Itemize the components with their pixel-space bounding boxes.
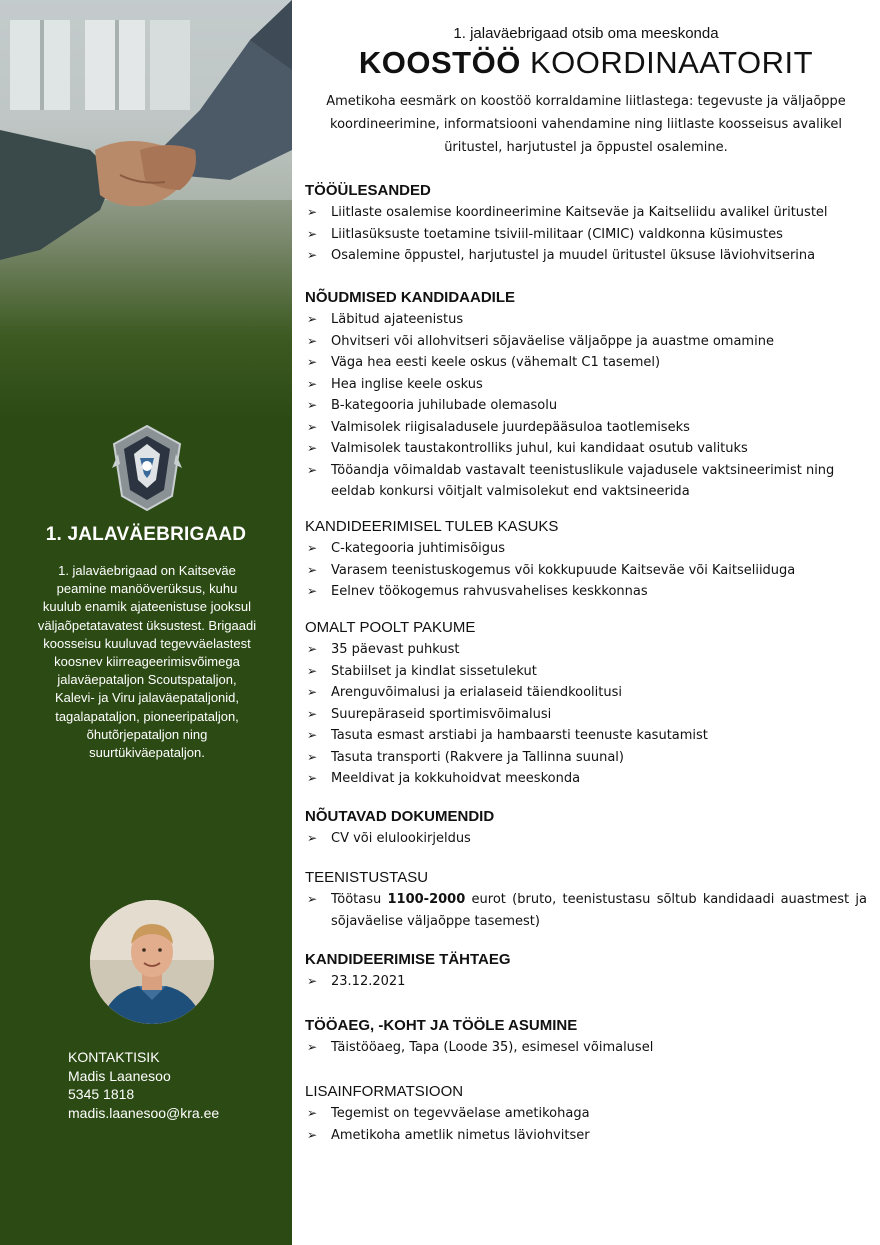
bullet-arrow-icon: ➢ xyxy=(307,831,318,845)
bullet-arrow-icon: ➢ xyxy=(307,1040,318,1054)
header-subtitle: 1. jalaväebrigaad otsib oma meeskonda xyxy=(453,25,719,42)
bullet-arrow-icon: ➢ xyxy=(307,706,318,721)
bullet-arrow-icon: ➢ xyxy=(307,771,318,785)
list-item xyxy=(305,538,867,560)
bullet-arrow-icon: ➢ xyxy=(307,749,318,764)
list-item xyxy=(305,417,867,439)
list-item xyxy=(305,438,867,460)
list-item-text: Osalemine õppustel, harjutustel ja muudel üritustel üksuse läviohvitserina xyxy=(331,248,816,263)
requirements-list xyxy=(305,309,867,503)
salary-amount: 1100-2000 xyxy=(387,892,466,907)
bullet-arrow-icon: ➢ xyxy=(307,376,318,391)
brigade-title: 1. JALAVÄEBRIGAAD xyxy=(45,524,247,545)
list-item-text: Tööandja võimaldab vastavalt teenistuslikule vajadusele vaktsineerimist ning eeldab konkursi võitjalt valmisolekut end vaktsineerida xyxy=(331,462,835,499)
list-item xyxy=(305,202,867,224)
list-item xyxy=(305,725,867,747)
list-item-text: Valmisolek riigisaladusele juurdepääsuloa taotlemiseks xyxy=(331,419,690,435)
list-item-text: Varasem teenistuskogemus või kokkupuude Kaitseväe või Kaitseliiduga xyxy=(331,562,796,578)
section-title: NÕUTAVAD DOKUMENDID xyxy=(305,808,495,825)
section-title: TÖÖÜLESANDED xyxy=(305,182,431,199)
bullet-arrow-icon: ➢ xyxy=(307,541,318,555)
list-item xyxy=(305,1125,867,1147)
duties-list xyxy=(305,202,867,267)
list-item-text: Arenguvõimalusi ja erialaseid täiendkoolitusi xyxy=(331,685,622,700)
bullet-arrow-icon: ➢ xyxy=(307,584,318,598)
list-item xyxy=(305,704,867,726)
handshake-photo xyxy=(0,0,292,420)
bullet-arrow-icon: ➢ xyxy=(307,1127,318,1142)
section-advantages xyxy=(305,516,867,603)
section-duties xyxy=(305,180,867,267)
section-worktime xyxy=(305,1015,867,1059)
bullet-arrow-icon: ➢ xyxy=(307,205,318,219)
additional-list xyxy=(305,1103,867,1146)
contact-name: Madis Laanesoo xyxy=(68,1067,171,1084)
salary-list xyxy=(305,889,867,932)
list-item-text: C-kategooria juhtimisõigus xyxy=(331,541,506,556)
contact-block xyxy=(68,1048,219,1122)
section-offer xyxy=(305,617,867,790)
contact-avatar xyxy=(90,900,214,1024)
worktime-list xyxy=(305,1037,867,1059)
section-deadline xyxy=(305,949,867,993)
page-title xyxy=(292,45,880,81)
list-item-text: 35 päevast puhkust xyxy=(331,642,460,657)
bullet-arrow-icon: ➢ xyxy=(307,441,318,455)
section-title: KANDIDEERIMISEL TULEB KASUKS xyxy=(305,518,559,535)
header xyxy=(292,25,880,159)
bullet-arrow-icon: ➢ xyxy=(307,892,318,906)
list-item-text: 23.12.2021 xyxy=(331,974,406,989)
contact-email[interactable]: madis.laanesoo@kra.ee xyxy=(68,1104,220,1121)
list-item xyxy=(305,395,867,417)
list-item xyxy=(305,889,867,932)
list-item xyxy=(305,560,867,582)
advantages-list xyxy=(305,538,867,603)
salary-suffix: eurot (bruto, teenistustasu sõltub kandidaadi auastmest ja sõjaväelise väljaõppe tasemest) xyxy=(331,892,867,929)
list-item-text: Ohvitseri või allohvitseri sõjaväelise väljaõppe ja auastme omamine xyxy=(331,333,774,349)
intro-text: Ametikoha eesmärk on koostöö korraldamine liitlastega: tegevuste ja väljaõppe koordineerimine, informatsiooni vahendamine ning liitlaste koosseisus avalikel üritustel, harjutustel ja õppustel osalemine. xyxy=(326,94,846,155)
list-item xyxy=(305,682,867,704)
contact-phone[interactable]: 5345 1818 xyxy=(68,1086,135,1102)
list-item xyxy=(305,639,867,661)
list-item-text: Väga hea eesti keele oskus (vähemalt C1 tasemel) xyxy=(331,355,661,370)
bullet-arrow-icon: ➢ xyxy=(307,419,318,434)
list-item-text: Tasuta esmast arstiabi ja hambaarsti teenuste kasutamist xyxy=(331,728,708,743)
contact-label: KONTAKTISIK xyxy=(68,1049,160,1065)
list-item-text: Eelnev töökogemus rahvusvahelises keskkonnas xyxy=(331,584,648,599)
documents-list xyxy=(305,828,867,850)
main-content xyxy=(292,0,880,1245)
list-item xyxy=(305,768,867,790)
section-title: LISAINFORMATSIOON xyxy=(305,1083,464,1100)
section-title: OMALT POOLT PAKUME xyxy=(305,619,476,636)
title-rest: KOORDINAATORIT xyxy=(520,45,814,80)
brigade-description: 1. jalaväebrigaad on Kaitseväe peamine manööverüksus, kuhu kuulub enamik ajateenistuse jooksul väljaõpetatavatest üksustest. Brigaadi koosseisu kuuluvad tegevväelastest koosnev kiirreageerimisvõimega jalaväepataljon Scoutspataljon, Kalevi- ja Viru jalaväepataljonid, tagalapataljon, pioneeripataljon, õhutõrjepataljon ning suurtükiväepataljon. xyxy=(37,563,257,761)
sidebar xyxy=(0,0,292,1245)
list-item xyxy=(305,828,867,850)
bullet-arrow-icon: ➢ xyxy=(307,685,318,699)
list-item-text: Tegemist on tegevväelase ametikohaga xyxy=(331,1106,590,1121)
list-item xyxy=(305,331,867,353)
list-item-text: Liitlasüksuste toetamine tsiviil-militaar (CIMIC) valdkonna küsimustes xyxy=(331,226,783,242)
section-salary xyxy=(305,867,867,932)
list-item xyxy=(305,971,867,993)
list-item xyxy=(305,661,867,683)
list-item-text: Täistööaeg, Tapa (Loode 35), esimesel võimalusel xyxy=(331,1040,654,1055)
brigade-emblem xyxy=(110,424,184,512)
bullet-arrow-icon: ➢ xyxy=(307,1106,318,1120)
list-item-text: Ametikoha ametlik nimetus läviohvitser xyxy=(331,1127,590,1143)
bullet-arrow-icon: ➢ xyxy=(307,462,318,477)
bullet-arrow-icon: ➢ xyxy=(307,974,318,988)
list-item-text: Liitlaste osalemise koordineerimine Kaitseväe ja Kaitseliidu avalikel üritustel xyxy=(331,205,828,220)
list-item xyxy=(305,245,867,267)
bullet-arrow-icon: ➢ xyxy=(307,226,318,241)
bullet-arrow-icon: ➢ xyxy=(307,355,318,369)
list-item-text: CV või elulookirjeldus xyxy=(331,831,471,846)
list-item-text: Stabiilset ja kindlat sissetulekut xyxy=(331,663,537,679)
bullet-arrow-icon: ➢ xyxy=(307,333,318,348)
salary-prefix: Töötasu xyxy=(331,892,388,907)
list-item-text: Meeldivat ja kokkuhoidvat meeskonda xyxy=(331,771,581,786)
list-item-text: Suurepäraseid sportimisvõimalusi xyxy=(331,706,552,722)
deadline-list xyxy=(305,971,867,993)
section-title: NÕUDMISED KANDIDAADILE xyxy=(305,289,515,306)
list-item xyxy=(305,581,867,603)
section-title: TEENISTUSTASU xyxy=(305,869,429,886)
list-item-text: Tasuta transporti (Rakvere ja Tallinna suunal) xyxy=(331,749,624,765)
list-item-text: B-kategooria juhilubade olemasolu xyxy=(331,398,558,413)
list-item xyxy=(305,1103,867,1125)
list-item xyxy=(305,224,867,246)
bullet-arrow-icon: ➢ xyxy=(307,312,318,326)
list-item-text: Läbitud ajateenistus xyxy=(331,312,464,327)
bullet-arrow-icon: ➢ xyxy=(307,642,318,656)
bullet-arrow-icon: ➢ xyxy=(307,663,318,678)
list-item xyxy=(305,309,867,331)
section-documents xyxy=(305,806,867,850)
section-title: KANDIDEERIMISE TÄHTAEG xyxy=(305,951,511,968)
bullet-arrow-icon: ➢ xyxy=(307,562,318,577)
list-item xyxy=(305,352,867,374)
list-item xyxy=(305,1037,867,1059)
bullet-arrow-icon: ➢ xyxy=(307,248,318,262)
offer-list xyxy=(305,639,867,790)
list-item xyxy=(305,460,867,503)
list-item xyxy=(305,374,867,396)
section-additional xyxy=(305,1081,867,1146)
section-title: TÖÖAEG, -KOHT JA TÖÖLE ASUMINE xyxy=(305,1017,578,1034)
list-item-text: Hea inglise keele oskus xyxy=(331,376,483,392)
list-item-text: Valmisolek taustakontrolliks juhul, kui kandidaat osutub valituks xyxy=(331,441,748,456)
list-item xyxy=(305,747,867,769)
bullet-arrow-icon: ➢ xyxy=(307,728,318,742)
title-bold: KOOSTÖÖ xyxy=(358,45,521,80)
section-requirements xyxy=(305,287,867,503)
bullet-arrow-icon: ➢ xyxy=(307,398,318,412)
